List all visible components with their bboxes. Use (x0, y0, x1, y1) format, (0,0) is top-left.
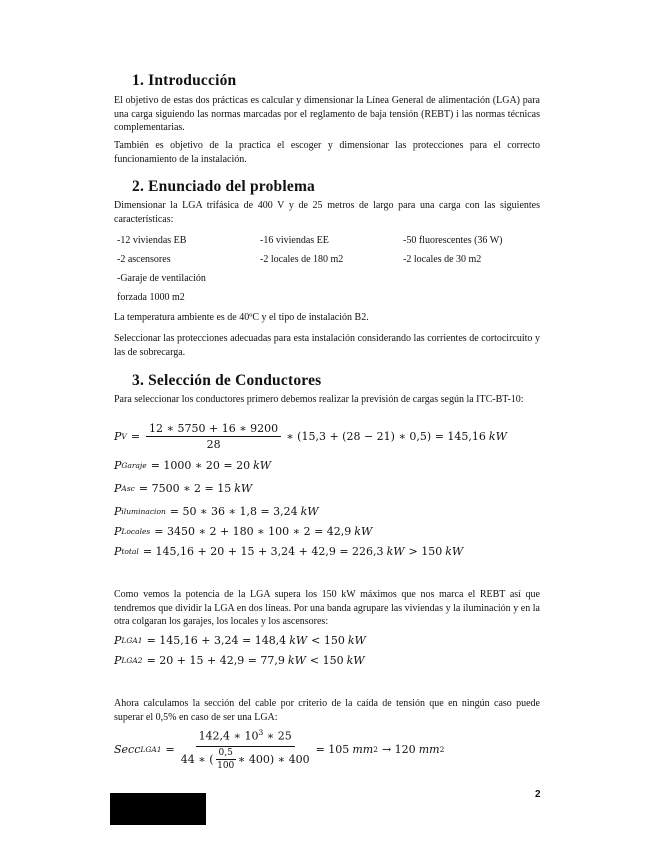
problem-paragraph-3: Seleccionar las protecciones adecuadas para esta instalación considerando las corrientes de cortocircuito y las de sobrecarga. (114, 333, 540, 358)
eq-unit: kW (300, 505, 319, 518)
eq-unit: mm (352, 742, 374, 756)
list-item: -2 ascensores (117, 254, 171, 265)
list-item: forzada 1000 m2 (117, 292, 185, 303)
equation-lga2 (114, 654, 365, 667)
eq-unit: kW (346, 654, 365, 667)
eq-denominator-b: ∗ 400) ∗ 400 (237, 752, 310, 766)
eq-unit: kW (253, 459, 272, 472)
eq-comparison: < 150 (309, 654, 344, 667)
eq-comparison: > 150 (408, 545, 443, 558)
eq-symbol: Secc (114, 742, 141, 756)
eq-unit: kW (445, 545, 464, 558)
eq-fraction (146, 422, 281, 451)
eq-symbol: P (114, 654, 122, 667)
equation-pv (114, 422, 507, 451)
eq-subscript: LGA2 (121, 656, 143, 665)
equation-garaje (114, 459, 271, 472)
equation-locales (114, 525, 372, 538)
intro-paragraph-1: El objetivo de estas dos prácticas es calcular y dimensionar la Línea General de alimentación (LGA) para una carga siguiendo las normas marcadas por el reglamento de baja tensión (REBT) i las normas técnicas complementarias. (114, 95, 540, 133)
eq-numerator (196, 728, 295, 747)
problem-paragraph-1: Dimensionar la LGA trifásica de 400 V y de 25 metros de largo para una carga con las siguientes características: (114, 200, 540, 225)
heading-seleccion-conductores: 3. Selección de Conductores (132, 372, 322, 389)
intro-paragraph-2: También es objetivo de la practica el escoger y dimensionar las protecciones para el correcto funcionamiento de la instalación. (114, 140, 540, 165)
eq-rhs: = 20 + 15 + 42,9 = 77,9 (146, 654, 285, 667)
eq-symbol: P (114, 459, 122, 472)
eq-subscript: Garaje (121, 461, 147, 470)
eq-subscript: iluminacion (121, 507, 166, 516)
list-item: -Garaje de ventilación (117, 273, 206, 284)
eq-rest: ∗ (15,3 + (28 − 21) ∗ 0,5) = 145,16 (286, 430, 486, 443)
eq-numerator: 12 ∗ 5750 + 16 ∗ 9200 (146, 422, 281, 437)
eq-subscript: LGA1 (140, 744, 162, 754)
eq-symbol: P (114, 545, 122, 558)
conductors-paragraph-3: Ahora calculamos la sección del cable por criterio de la caída de tensión que en ningún caso puede superar el 0,5% en caso de ser una LGA: (114, 698, 540, 723)
eq-unit: kW (354, 525, 373, 538)
equation-seccion (114, 728, 444, 771)
eq-unit: mm (418, 742, 440, 756)
eq-inner-fraction (216, 748, 236, 771)
eq-symbol: P (114, 430, 122, 443)
equation-iluminacion (114, 505, 319, 518)
eq-rhs: = 3450 ∗ 2 + 180 ∗ 100 ∗ 2 = 42,9 (154, 525, 352, 538)
eq-rhs: = 50 ∗ 36 ∗ 1,8 = 3,24 (169, 505, 298, 518)
eq-rhs: = 105 (315, 742, 350, 756)
eq-unit-exponent: 2 (373, 744, 378, 754)
equation-total (114, 545, 463, 558)
eq-arrow-value: → 120 (381, 742, 416, 756)
list-item: -50 fluorescentes (36 W) (403, 235, 503, 246)
list-item: -2 locales de 30 m2 (403, 254, 482, 265)
footer-black-block (110, 793, 206, 825)
eq-unit: kW (386, 545, 405, 558)
problem-paragraph-2: La temperatura ambiente es de 40ºC y el tipo de instalación B2. (114, 312, 369, 323)
list-item: -16 viviendas EE (260, 235, 329, 246)
eq-denominator: 28 (206, 438, 221, 451)
eq-rhs: = 1000 ∗ 20 = 20 (150, 459, 251, 472)
equation-lga1 (114, 634, 366, 647)
page-number: 2 (535, 789, 541, 800)
heading-introduccion: 1. Introducción (132, 72, 237, 89)
eq-symbol: P (114, 482, 122, 495)
equation-asc (114, 482, 252, 495)
eq-subscript: Locales (121, 527, 151, 536)
eq-symbol: P (114, 525, 122, 538)
eq-exponent: 3 (258, 728, 264, 737)
list-item: -12 viviendas EB (117, 235, 187, 246)
eq-denominator (181, 747, 310, 771)
list-item: -2 locales de 180 m2 (260, 254, 344, 265)
eq-rhs: = 145,16 + 20 + 15 + 3,24 + 42,9 = 226,3 (142, 545, 384, 558)
eq-comparison: < 150 (311, 634, 345, 647)
eq-equals: = (130, 430, 141, 443)
eq-denominator-a: 44 ∗ ( (180, 752, 214, 766)
eq-unit: kW (347, 634, 366, 647)
eq-rhs: = 145,16 + 3,24 = 148,4 (146, 634, 287, 647)
eq-equals: = (165, 742, 175, 756)
eq-fraction (181, 728, 310, 771)
eq-inner-denominator: 100 (217, 760, 235, 771)
eq-symbol: P (114, 634, 122, 647)
eq-numerator-a: 142,4 ∗ 10 (198, 729, 259, 743)
eq-unit: kW (289, 634, 308, 647)
eq-subscript: V (121, 432, 127, 441)
eq-subscript: LGA1 (121, 636, 143, 645)
eq-rhs: = 7500 ∗ 2 = 15 (138, 482, 232, 495)
eq-symbol: P (114, 505, 122, 518)
conductors-paragraph-1: Para seleccionar los conductores primero debemos realizar la previsión de cargas según la ITC-BT-10: (114, 394, 524, 405)
heading-enunciado: 2. Enunciado del problema (132, 178, 316, 195)
eq-subscript: Asc (121, 484, 135, 493)
eq-unit: kW (488, 430, 507, 443)
eq-numerator-b: ∗ 25 (263, 729, 292, 743)
eq-unit: kW (234, 482, 253, 495)
eq-unit-exponent: 2 (439, 744, 445, 754)
eq-subscript: total (121, 547, 139, 556)
eq-inner-numerator: 0,5 (216, 748, 236, 760)
conductors-paragraph-2: Como vemos la potencia de la LGA supera los 150 kW máximos que nos marca el REBT así que tendremos que dividir la LGA en dos líneas. Por una banda agrupare las viviendas y la iluminación y en la otra colgaran los garajes, los locales y los ascensores: (114, 589, 540, 627)
eq-unit: kW (287, 654, 306, 667)
